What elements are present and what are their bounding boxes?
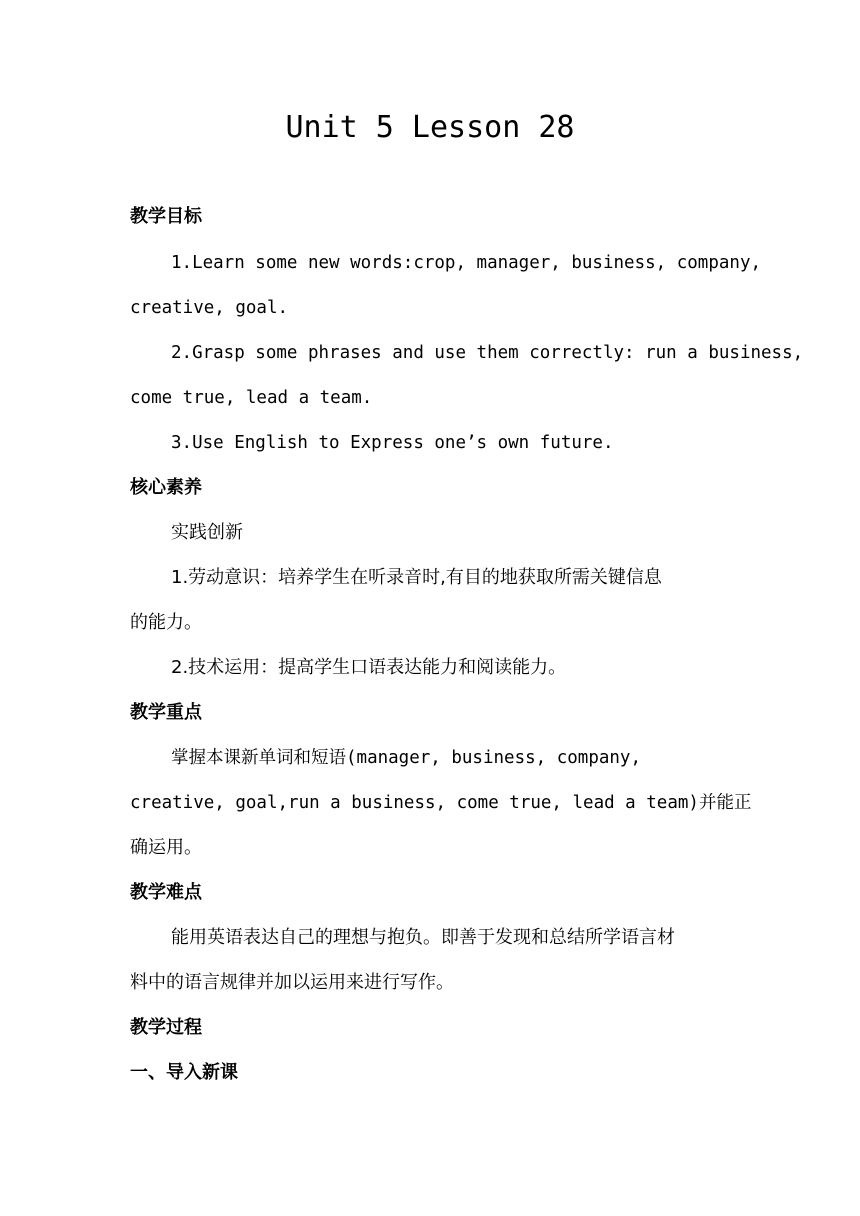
difficulties-line-1: 能用英语表达自己的理想与抱负。即善于发现和总结所学语言材 [171,927,675,948]
objective-1-line-2: creative, goal. [130,298,289,318]
objective-2-line-2: come true, lead a team. [130,388,373,408]
difficulties-heading: 教学难点 [130,882,202,903]
literacy-heading: 核心素养 [130,477,202,498]
process-step-1: 一、导入新课 [130,1062,238,1083]
objective-1-line-1: 1.Learn some new words:crop, manager, business, company, [171,253,762,273]
literacy-1-line-2: 的能力。 [130,612,202,633]
key-points-line-2: creative, goal,run a business, come true, lead a team)并能正 [130,793,752,813]
literacy-2: 2.技术运用：提高学生口语表达能力和阅读能力。 [171,657,567,678]
difficulties-line-2: 料中的语言规律并加以运用来进行写作。 [130,972,454,993]
literacy-1-line-1: 1.劳动意识：培养学生在听录音时,有目的地获取所需关键信息 [171,567,662,588]
key-points-line-1: 掌握本课新单词和短语(manager, business, company, [171,748,642,768]
process-heading: 教学过程 [130,1017,202,1038]
page-title: Unit 5 Lesson 28 [285,110,575,145]
literacy-subtitle: 实践创新 [171,522,243,543]
key-points-line-3: 确运用。 [130,837,202,858]
objective-2-line-1: 2.Grasp some phrases and use them correctly: run a business, [171,343,804,363]
key-points-heading: 教学重点 [130,702,202,723]
objective-3: 3.Use English to Express one’s own future. [171,433,614,453]
objectives-heading: 教学目标 [130,206,202,227]
